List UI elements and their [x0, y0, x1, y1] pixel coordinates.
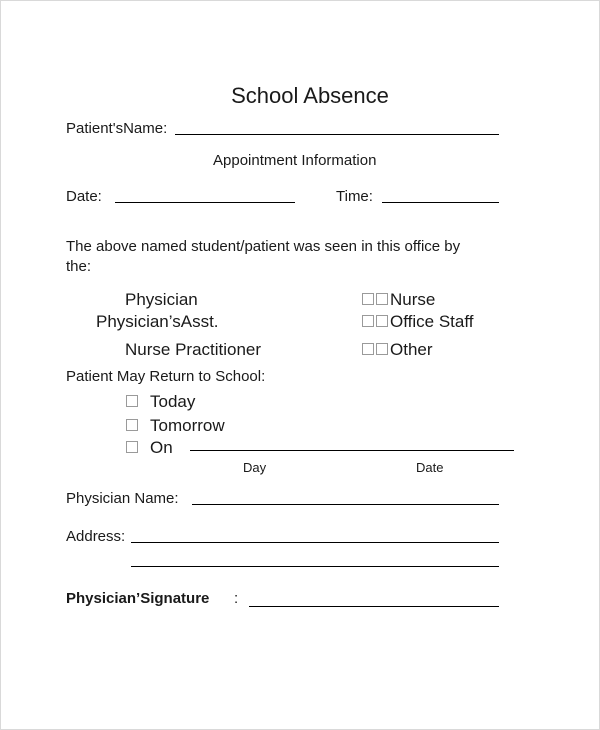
- provider-nurse-practitioner: Nurse Practitioner: [125, 340, 262, 359]
- provider-other-option[interactable]: [362, 340, 433, 360]
- address-field-line-2[interactable]: [131, 566, 499, 567]
- time-label: Time:: [336, 188, 373, 205]
- provider-physician: Physician: [125, 290, 198, 309]
- return-date-field[interactable]: [190, 450, 514, 451]
- checkbox-icon[interactable]: [362, 315, 374, 327]
- date-label: Date:: [66, 188, 102, 205]
- appointment-heading: Appointment Information: [213, 152, 377, 169]
- time-field[interactable]: [382, 202, 499, 203]
- return-option-on[interactable]: [126, 438, 173, 458]
- date-field[interactable]: [115, 202, 295, 203]
- return-today-label: Today: [150, 392, 196, 411]
- patient-name-field[interactable]: [175, 134, 499, 135]
- day-sub-label: Day: [243, 460, 267, 475]
- checkbox-icon[interactable]: [362, 343, 374, 355]
- physician-name-field[interactable]: [192, 504, 499, 505]
- checkbox-icon[interactable]: [376, 293, 388, 305]
- checkbox-icon[interactable]: [376, 343, 388, 355]
- provider-nurse-option[interactable]: [362, 290, 435, 310]
- page-title: School Absence: [231, 83, 389, 108]
- statement-line-2: the:: [66, 258, 92, 275]
- physician-name-label: Physician Name:: [66, 490, 179, 507]
- signature-label: Physician’Signature: [66, 590, 210, 607]
- checkbox-icon[interactable]: [362, 293, 374, 305]
- patient-name-label: Patient'sName:: [66, 120, 168, 137]
- signature-field[interactable]: [249, 606, 499, 607]
- provider-other-label: Other: [390, 340, 433, 359]
- checkbox-icon[interactable]: [126, 419, 138, 431]
- checkbox-icon[interactable]: [126, 441, 138, 453]
- checkbox-icon[interactable]: [126, 395, 138, 407]
- signature-colon: :: [234, 590, 239, 607]
- provider-office-staff-label: Office Staff: [390, 312, 474, 331]
- statement-line-1: The above named student/patient was seen in this office by: [66, 238, 461, 255]
- provider-office-staff-option[interactable]: [362, 312, 473, 332]
- address-label: Address:: [66, 528, 126, 545]
- return-on-label: On: [150, 438, 173, 457]
- return-option-tomorrow[interactable]: [126, 416, 225, 436]
- return-label: Patient May Return to School:: [66, 368, 266, 385]
- checkbox-icon[interactable]: [376, 315, 388, 327]
- provider-nurse-label: Nurse: [390, 290, 436, 309]
- date-sub-label: Date: [416, 460, 444, 475]
- provider-physicians-asst: Physician’sAsst.: [96, 312, 219, 331]
- return-option-today[interactable]: [126, 392, 195, 412]
- return-tomorrow-label: Tomorrow: [150, 416, 225, 435]
- address-field-line-1[interactable]: [131, 542, 499, 543]
